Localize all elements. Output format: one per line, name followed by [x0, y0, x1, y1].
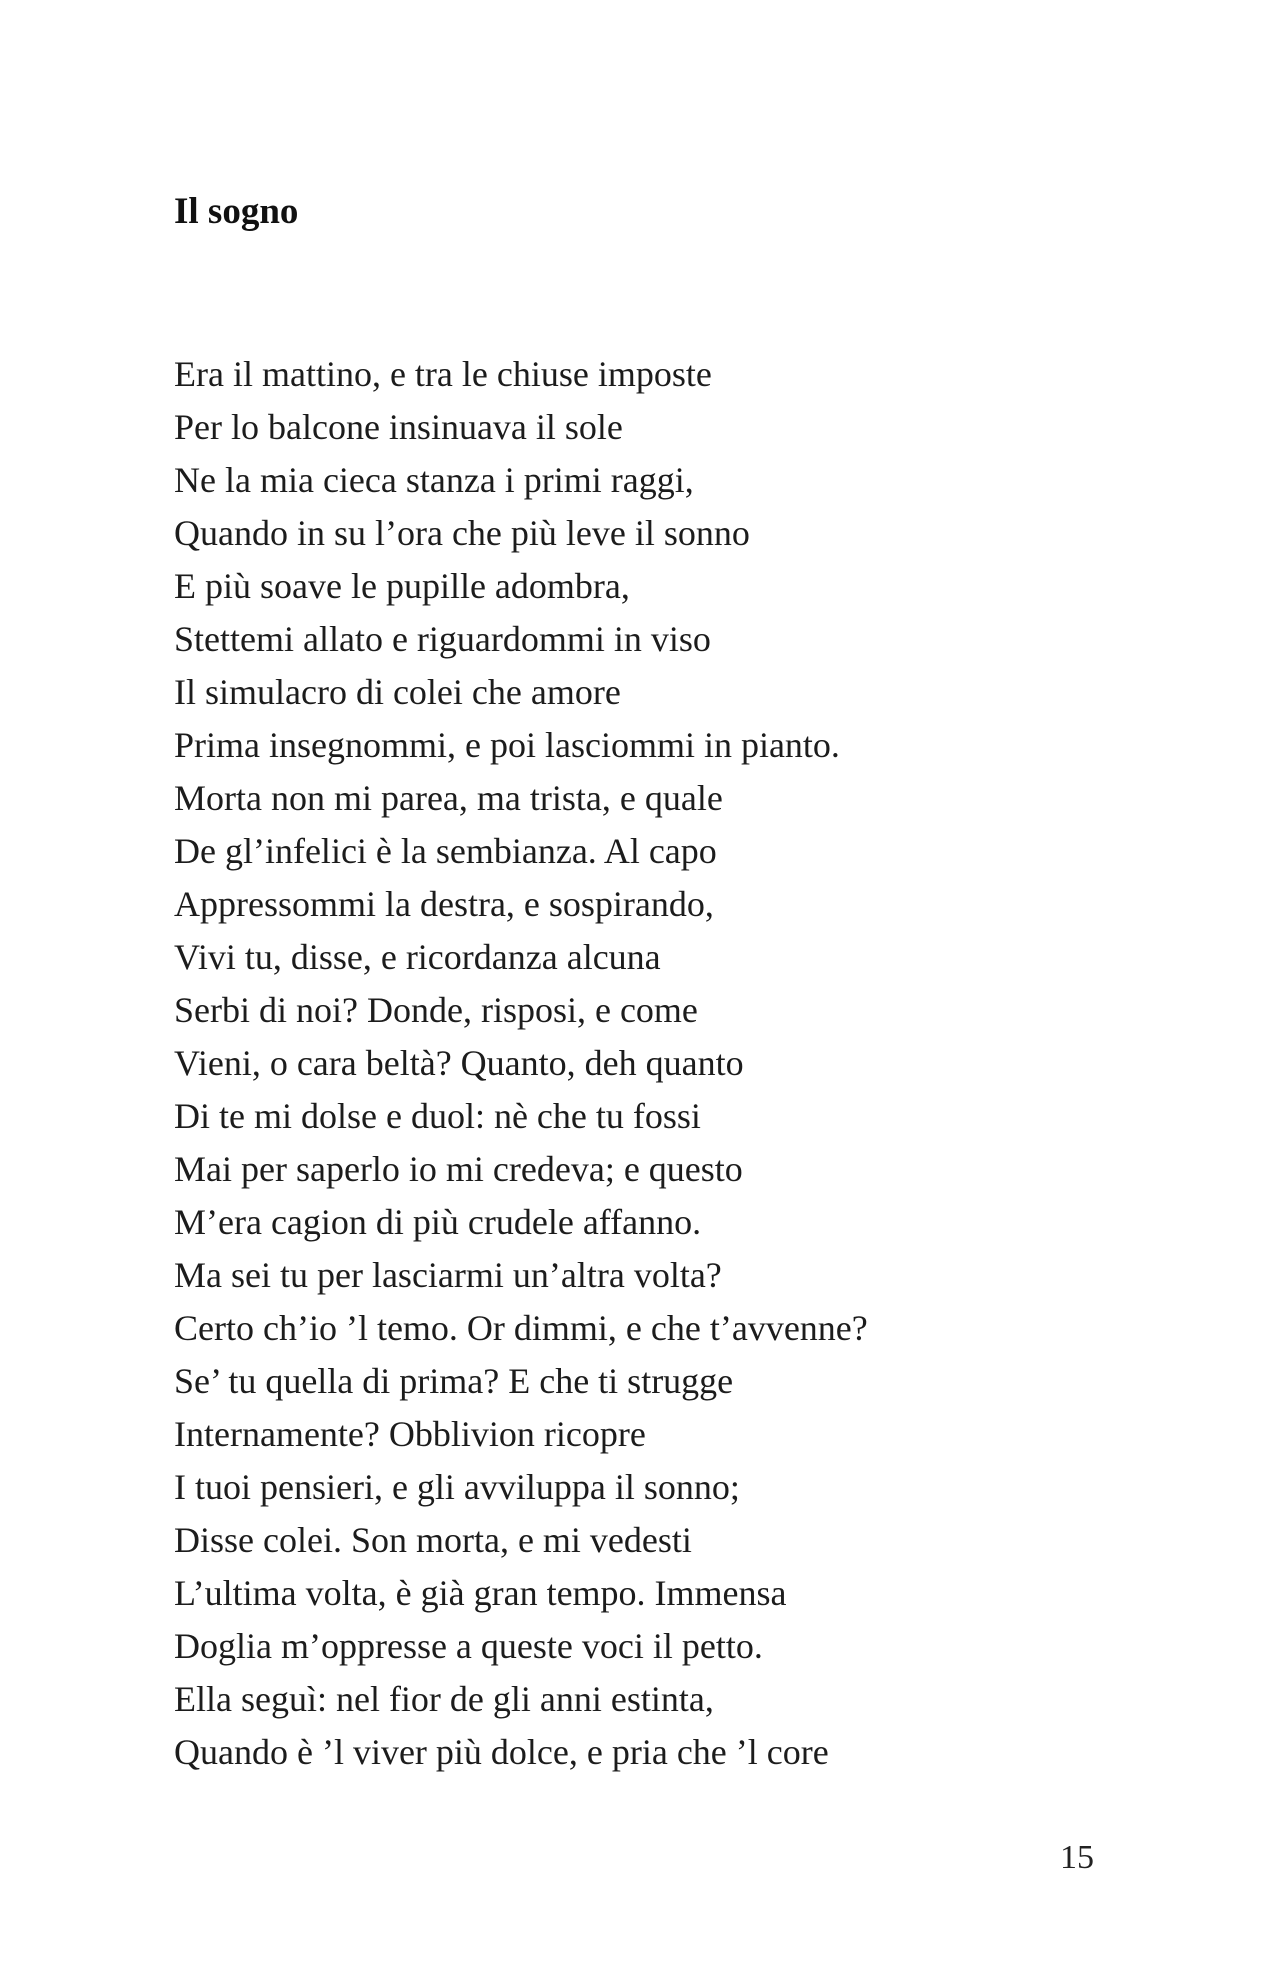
verse-line: Mai per saperlo io mi credeva; e questo — [174, 1149, 743, 1189]
verse-line: Ma sei tu per lasciarmi un’altra volta? — [174, 1255, 722, 1295]
verse-line: Doglia m’oppresse a queste voci il petto. — [174, 1626, 763, 1666]
poem-verses — [174, 348, 868, 1779]
verse-line: Vieni, o cara beltà? Quanto, deh quanto — [174, 1043, 744, 1083]
verse-line: De gl’infelici è la sembianza. Al capo — [174, 831, 717, 871]
page-number: 15 — [1060, 1839, 1094, 1876]
verse-line: Se’ tu quella di prima? E che ti strugge — [174, 1361, 734, 1401]
verse-line: Per lo balcone insinuava il sole — [174, 407, 623, 447]
verse-line: Ella seguì: nel fior de gli anni estinta, — [174, 1679, 714, 1719]
verse-line: M’era cagion di più crudele affanno. — [174, 1202, 702, 1242]
verse-line: Stettemi allato e riguardommi in viso — [174, 619, 711, 659]
verse-line: Di te mi dolse e duol: nè che tu fossi — [174, 1096, 701, 1136]
verse-line: Morta non mi parea, ma trista, e quale — [174, 778, 723, 818]
verse-line: Serbi di noi? Donde, risposi, e come — [174, 990, 698, 1030]
verse-line: L’ultima volta, è già gran tempo. Immensa — [174, 1573, 787, 1613]
verse-line: E più soave le pupille adombra, — [174, 566, 630, 606]
verse-line: Quando in su l’ora che più leve il sonno — [174, 513, 750, 553]
verse-line: Vivi tu, disse, e ricordanza alcuna — [174, 937, 661, 977]
verse-line: I tuoi pensieri, e gli avviluppa il sonno; — [174, 1467, 740, 1507]
verse-line: Internamente? Obblivion ricopre — [174, 1414, 646, 1454]
verse-line: Il simulacro di colei che amore — [174, 672, 621, 712]
verse-line: Prima insegnommi, e poi lasciommi in pianto. — [174, 725, 840, 765]
verse-line: Certo ch’io ’l temo. Or dimmi, e che t’avvenne? — [174, 1308, 868, 1348]
verse-line: Ne la mia cieca stanza i primi raggi, — [174, 460, 694, 500]
verse-line: Era il mattino, e tra le chiuse imposte — [174, 354, 712, 394]
verse-line: Disse colei. Son morta, e mi vedesti — [174, 1520, 692, 1560]
poem-title: Il sogno — [174, 191, 299, 232]
verse-line: Appressommi la destra, e sospirando, — [174, 884, 714, 924]
verse-line: Quando è ’l viver più dolce, e pria che ’l core — [174, 1732, 829, 1772]
